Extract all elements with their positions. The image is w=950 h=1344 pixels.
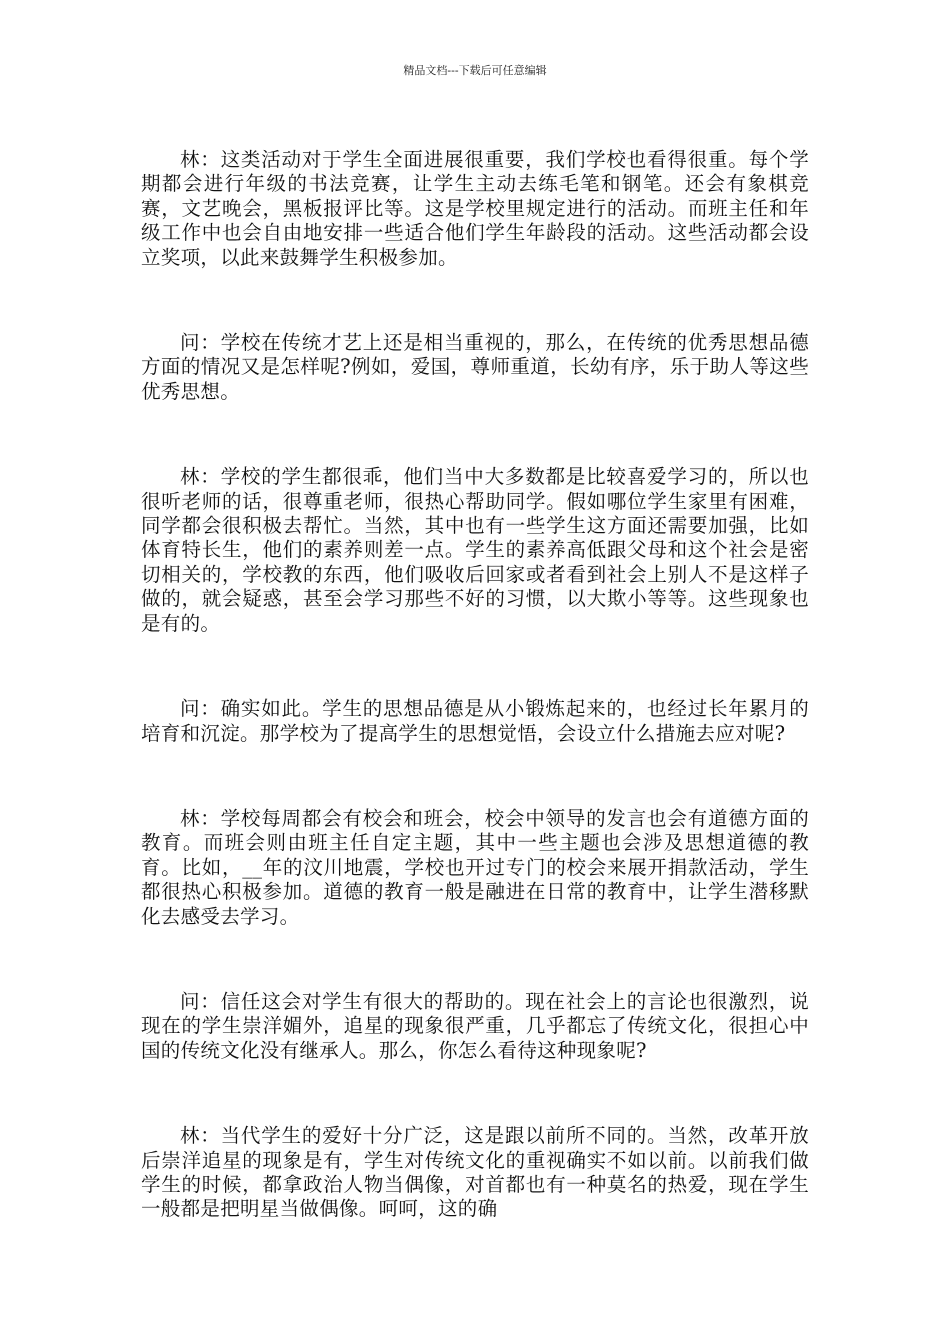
paragraph-question-morality: 问：学校在传统才艺上还是相当重视的，那么，在传统的优秀思想品德方面的情况又是怎样呢?例如，爱国，尊师重道，长幼有序，乐于助人等这些优秀思想。	[141, 331, 809, 403]
paragraph-question-culture: 问：信任这会对学生有很大的帮助的。现在社会上的言论也很激烈，说现在的学生崇洋媚外，追星的现象很严重，几乎都忘了传统文化，很担心中国的传统文化没有继承人。那么，你怎么看待这种现象呢?	[141, 989, 809, 1062]
paragraph-answer-idols: 林：当代学生的爱好十分广泛，这是跟以前所不同的。当然，改革开放后崇洋追星的现象是有，学生对传统文化的重视确实不如以前。以前我们做学生的时候，都拿政治人物当偶像，对首都也有一种莫名的热爱，现在学生一般都是把明星当做偶像。呵呵，这的确	[141, 1124, 809, 1221]
document-body	[141, 148, 809, 1222]
paragraph-answer-activities: 林：这类活动对于学生全面进展很重要，我们学校也看得很重。每个学期都会进行年级的书法竞赛，让学生主动去练毛笔和钢笔。还会有象棋竞赛，文艺晚会，黑板报评比等。这是学校里规定进行的活动。而班主任和年级工作中也会自由地安排一些适合他们学生年龄段的活动。这些活动都会设立奖项，以此来鼓舞学生积极参加。	[141, 148, 809, 269]
paragraph-question-measures: 问：确实如此。学生的思想品德是从小锻炼起来的，也经过长年累月的培育和沉淀。那学校为了提高学生的思想觉悟，会设立什么措施去应对呢?	[141, 697, 809, 745]
paragraph-answer-students: 林：学校的学生都很乖，他们当中大多数都是比较喜爱学习的，所以也很听老师的话，很尊重老师，很热心帮助同学。假如哪位学生家里有困难，同学都会很积极去帮忙。当然，其中也有一些学生这方面还需要加强，比如体育特长生，他们的素养则差一点。学生的素养高低跟父母和这个社会是密切相关的，学校教的东西，他们吸收后回家或者看到社会上别人不是这样子做的，就会疑惑，甚至会学习那些不好的习惯，以大欺小等等。这些现象也是有的。	[141, 465, 809, 635]
page-header: 精品文档---下载后可任意编辑	[403, 64, 547, 77]
paragraph-answer-meetings: 林：学校每周都会有校会和班会，校会中领导的发言也会有道德方面的教育。而班会则由班主任自定主题，其中一些主题也会涉及思想道德的教育。比如，__年的汶川地震，学校也开过专门的校会来展开捐款活动，学生都很热心积极参加。道德的教育一般是融进在日常的教育中，让学生潜移默化去感受去学习。	[141, 806, 809, 928]
